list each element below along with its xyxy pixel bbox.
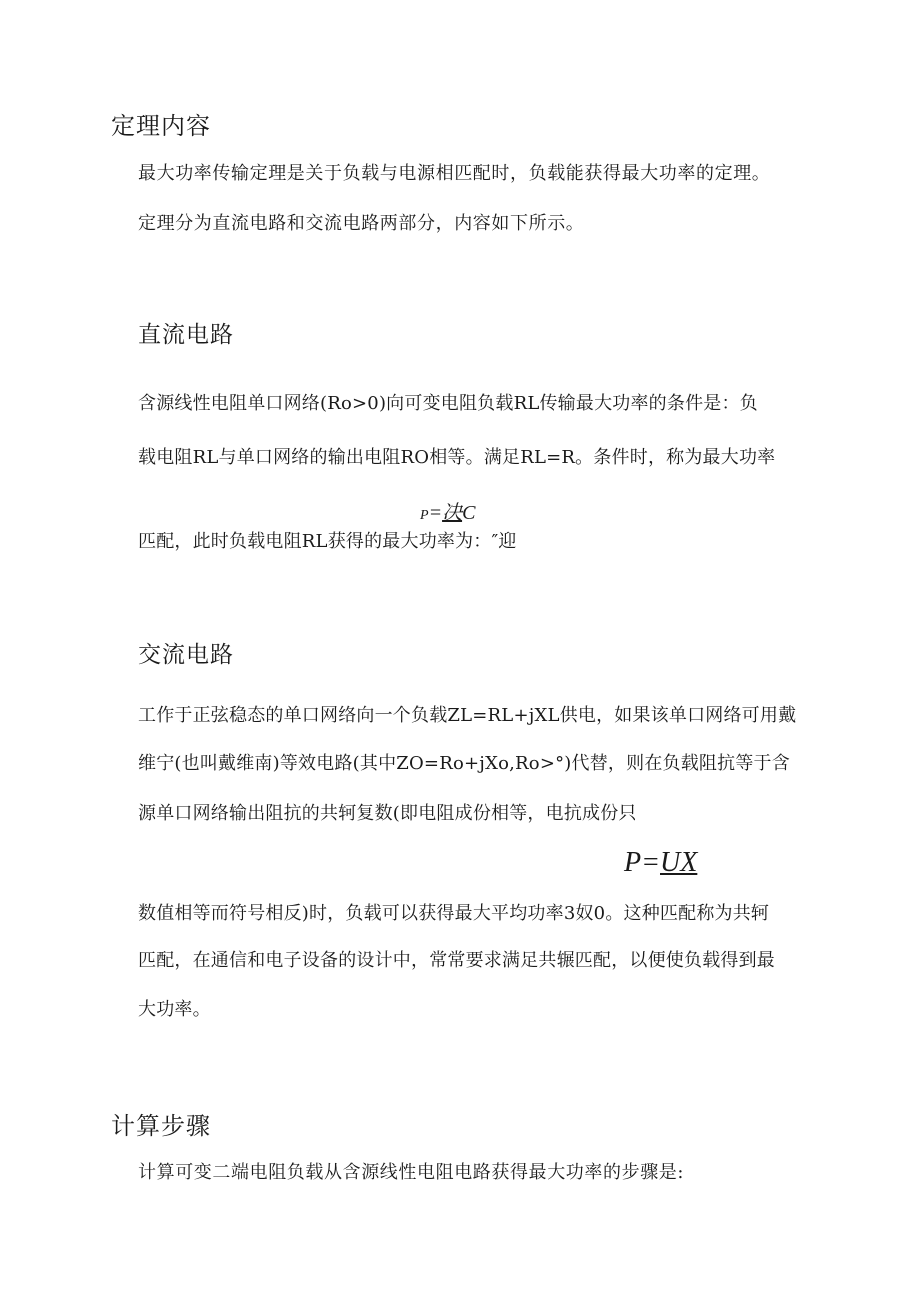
section-heading-dc: 直流电路 [138,322,234,348]
formula-lhs: P= [624,847,660,878]
dc-max-power-formula [420,496,475,525]
theorem-paragraph-1: 最大功率传输定理是关于负载与电源相匹配时，负载能获得最大功率的定理。 [138,163,771,184]
steps-paragraph-1: 计算可变二端电阻负载从含源线性电阻电路获得最大功率的步骤是: [138,1162,685,1183]
formula-suffix: C [462,502,476,524]
ac-line-5: 匹配，在通信和电子设备的设计中，常常要求满足共辗匹配，以便使负载得到最 [138,950,775,971]
formula-equals: = [428,502,443,524]
ac-line-4: 数值相等而符号相反)时，负载可以获得最大平均功率3奴0。这种匹配称为共轲 [138,903,770,924]
dc-line-3: 匹配，此时负载电阻RL获得的最大功率为：″迎 [138,531,517,552]
formula-rhs: UX [660,847,698,878]
dc-line-2: 载电阻RL与单口网络的输出电阻RO相等。满足RL=R。条件时，称为最大功率 [138,447,776,468]
theorem-paragraph-2: 定理分为直流电路和交流电路两部分，内容如下所示。 [138,213,585,234]
section-heading-theorem: 定理内容 [111,112,211,140]
section-heading-ac: 交流电路 [138,642,234,668]
section-heading-steps: 计算步骤 [111,1112,211,1140]
ac-line-6: 大功率。 [138,999,211,1020]
ac-max-power-formula [624,847,697,879]
ac-line-2: 维宁(也叫戴维南)等效电路(其中ZO=Ro+jXo,Ro>°)代替，则在负载阻抗等于含 [138,753,790,774]
formula-numerator: 决 [442,502,463,524]
ac-line-1: 工作于正弦稳态的单口网络向一个负载ZL=RL+jXL供电，如果该单口网络可用戴 [138,705,797,726]
formula-p-symbol: P [420,508,429,523]
dc-line-1: 含源线性电阻单口网络(Ro>0)向可变电阻负载RL传输最大功率的条件是：负 [138,393,758,414]
ac-line-3: 源单口网络输出阻抗的共轲复数(即电阻成份相等，电抗成份只 [138,803,637,824]
